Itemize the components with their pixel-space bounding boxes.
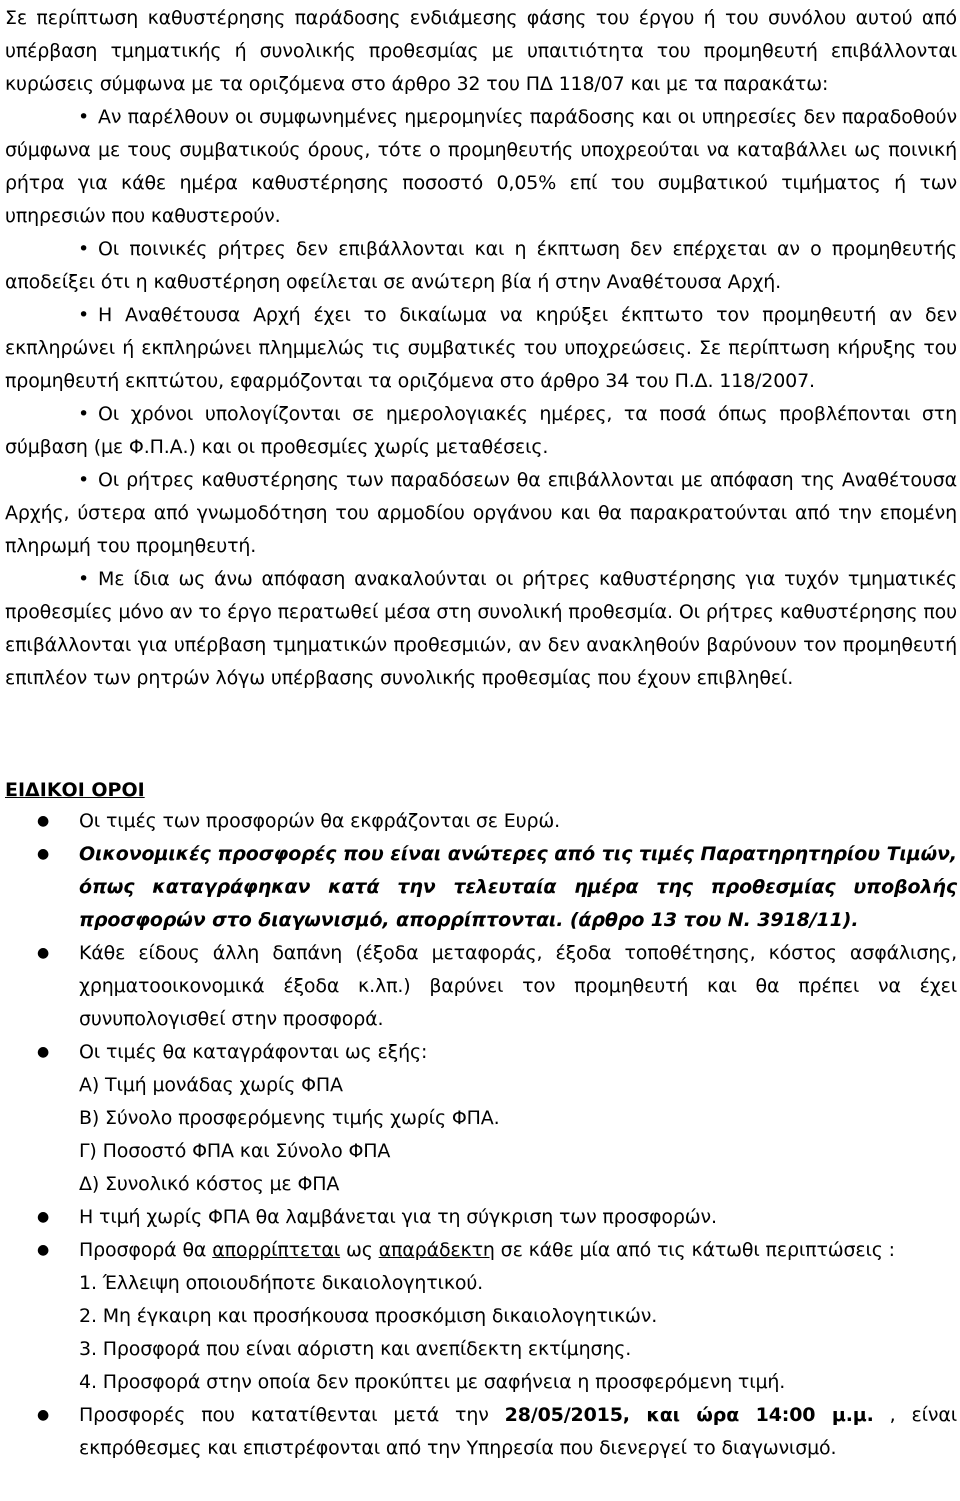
penalty-bullet: • Οι χρόνοι υπολογίζονται σε ημερολογιακές ημέρες, τα ποσά όπως προβλέπονται στη σύμβαση (με Φ.Π.Α.) και οι προθεσμίες χωρίς μεταθέσεις. bbox=[5, 398, 957, 464]
rejection-case: 2. Μη έγκαιρη και προσήκουσα προσκόμιση δικαιολογητικών. bbox=[79, 1305, 658, 1327]
rejection-case: 3. Προσφορά που είναι αόριστη και ανεπίδεκτη εκτίμησης. bbox=[79, 1338, 632, 1360]
list-item: ● Κάθε είδους άλλη δαπάνη (έξοδα μεταφοράς, έξοδα τοποθέτησης, κόστος ασφάλισης, χρηματοοικονομικά έξοδα κ.λπ.) βαρύνει τον προμηθευτή και θα πρέπει να έχει συνυπολογισθεί στην προσφορά. bbox=[5, 937, 957, 1036]
price-format-line: Β) Σύνολο προσφερόμενης τιμής χωρίς ΦΠΑ. bbox=[79, 1107, 500, 1129]
list-item: ● Οι τιμές θα καταγράφονται ως εξής: Α) Τιμή μονάδας χωρίς ΦΠΑ Β) Σύνολο προσφερόμενης τιμής χωρίς ΦΠΑ. Γ) Ποσοστό ΦΠΑ και Σύνολο ΦΠΑ Δ) Συνολικό κόστος με ΦΠΑ bbox=[5, 1036, 957, 1201]
rejection-case: 4. Προσφορά στην οποία δεν προκύπτει με σαφήνεια η προσφερόμενη τιμή. bbox=[79, 1371, 786, 1393]
price-format-line: Α) Τιμή μονάδας χωρίς ΦΠΑ bbox=[79, 1074, 343, 1096]
list-item: ● Προσφορές που κατατίθενται μετά την 28/05/2015, και ώρα 14:00 μ.μ. , είναι εκπρόθεσμες και επιστρέφονται από την Υπηρεσία που διενεργεί το διαγωνισμό. bbox=[5, 1399, 957, 1465]
penalty-bullet: • Οι ποινικές ρήτρες δεν επιβάλλονται και η έκπτωση δεν επέρχεται αν ο προμηθευτής αποδείξει ότι η καθυστέρηση οφείλεται σε ανώτερη βία ή στην Αναθέτουσα Αρχή. bbox=[5, 233, 957, 299]
special-terms-section bbox=[5, 775, 957, 1465]
intro-paragraph: Σε περίπτωση καθυστέρησης παράδοσης ενδιάμεσης φάσης του έργου ή του συνόλου αυτού από υπέρβαση τμηματικής ή συνολικής προθεσμίας με υπαιτιότητα του προμηθευτή επιβάλλονται κυρώσεις σύμφωνα με τα οριζόμενα στο άρθρο 32 του ΠΔ 118/07 και με τα παρακάτω: bbox=[5, 7, 957, 95]
list-item: ● Οικονομικές προσφορές που είναι ανώτερες από τις τιμές Παρατηρητηρίου Τιμών, όπως καταγράφηκαν κατά την τελευταία ημέρα της προθεσμίας υποβολής προσφορών στο διαγωνισμό, απορρίπτονται. (άρθρο 13 του Ν. 3918/11). bbox=[5, 838, 957, 937]
inadmissible-term: απαράδεκτη bbox=[378, 1239, 495, 1261]
deadline-date: 28/05/2015, και ώρα 14:00 μ.μ. bbox=[504, 1404, 874, 1426]
rejected-term: απορρίπτεται bbox=[212, 1239, 341, 1261]
list-item: ● Προσφορά θα απορρίπτεται ως απαράδεκτη σε κάθε μία από τις κάτωθι περιπτώσεις : 1. Έλλειψη οποιουδήποτε δικαιολογητικού. 2. Μη έγκαιρη και προσήκουσα προσκόμιση δικαιολογητικών. 3. Προσφορά που είναι αόριστη και ανεπίδεκτη εκτίμησης. 4. Προσφορά στην οποία δεν προκύπτει με σαφήνεια η προσφερόμενη τιμή. bbox=[5, 1234, 957, 1399]
penalty-bullet: • Με ίδια ως άνω απόφαση ανακαλούνται οι ρήτρες καθυστέρησης για τυχόν τμηματικές προθεσμίες μόνο αν το έργο περατωθεί μέσα στη συνολική προθεσμία. Οι ρήτρες καθυστέρησης που επιβάλλονται για υπέρβαση τμηματικών προθεσμιών, αν δεν ανακληθούν βαρύνουν τον προμηθευτή επιπλέον των ρητρών λόγω υπέρβασης συνολικής προθεσμίας που έχουν επιβληθεί. bbox=[5, 563, 957, 695]
price-format-line: Δ) Συνολικό κόστος με ΦΠΑ bbox=[79, 1173, 340, 1195]
penalties-section bbox=[5, 0, 957, 695]
penalty-bullet: • Οι ρήτρες καθυστέρησης των παραδόσεων θα επιβάλλονται με απόφαση της Αναθέτουσα Αρχής, ύστερα από γνωμοδότηση του αρμοδίου οργάνου και θα παρακρατούνται από την επομένη πληρωμή του προμηθευτή. bbox=[5, 464, 957, 563]
penalty-bullet: • Αν παρέλθουν οι συμφωνημένες ημερομηνίες παράδοσης και οι υπηρεσίες δεν παραδοθούν σύμφωνα με τους συμβατικούς όρους, τότε ο προμηθευτής υποχρεούται να καταβάλλει ως ποινική ρήτρα για κάθε ημέρα καθυστέρησης ποσοστό 0,05% επί του συμβατικού τιμήματος ή των υπηρεσιών που καθυστερούν. bbox=[5, 101, 957, 233]
special-terms-list bbox=[5, 805, 957, 1465]
price-format-line: Γ) Ποσοστό ΦΠΑ και Σύνολο ΦΠΑ bbox=[79, 1140, 391, 1162]
list-item: ● Η τιμή χωρίς ΦΠΑ θα λαμβάνεται για τη σύγκριση των προσφορών. bbox=[5, 1201, 957, 1234]
list-item: ● Οι τιμές των προσφορών θα εκφράζονται σε Ευρώ. bbox=[5, 805, 957, 838]
rejection-case: 1. Έλλειψη οποιουδήποτε δικαιολογητικού. bbox=[79, 1272, 484, 1294]
special-terms-heading: ΕΙΔΙΚΟΙ ΟΡΟΙ bbox=[5, 779, 145, 801]
penalty-bullet: • Η Αναθέτουσα Αρχή έχει το δικαίωμα να κηρύξει έκπτωτο τον προμηθευτή αν δεν εκπληρώνει ή εκπληρώνει πλημμελώς τις συμβατικές του υποχρεώσεις. Σε περίπτωση κήρυξης του προμηθευτή εκπτώτου, εφαρμόζονται τα οριζόμενα στο άρθρο 34 του Π.Δ. 118/2007. bbox=[5, 299, 957, 398]
